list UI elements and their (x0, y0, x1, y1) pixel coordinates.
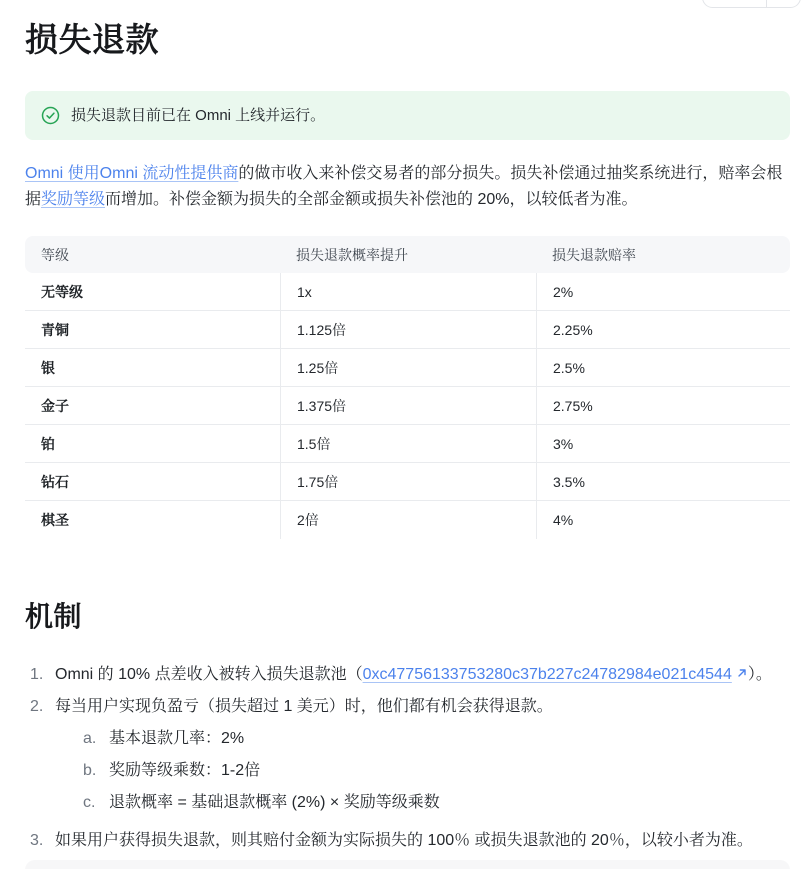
cell-boost: 1.75倍 (280, 463, 536, 501)
sub-item-text: 奖励等级乘数：1-2倍 (109, 762, 261, 779)
page-actions-primary-segment[interactable] (703, 0, 767, 7)
sub-item-text: 基本退款几率：2% (109, 730, 245, 747)
mechanism-list (30, 662, 790, 854)
cell-rate: 2.75% (536, 387, 790, 425)
reward-tiers-link[interactable]: 奖励等级 (41, 191, 106, 208)
cell-rate: 3.5% (536, 463, 790, 501)
sub-list-item (83, 758, 790, 784)
check-circle-icon (41, 106, 60, 125)
cell-level: 青铜 (25, 311, 280, 349)
table-row (25, 501, 790, 539)
item1-suffix: ）。 (747, 666, 772, 683)
cell-level: 棋圣 (41, 512, 69, 528)
omni-liquidity-provider-link[interactable]: Omni 使用Omni 流动性提供商 (25, 165, 239, 182)
cell-level: 金子 (25, 387, 280, 425)
sub-list-item (83, 790, 790, 816)
next-callout-partial (25, 860, 790, 869)
section-title-mechanism: 机制 (25, 601, 83, 632)
item3-text: 如果用户获得损失退款，则其赔付金额为实际损失的 100％ 或损失退款池的 20％，以较小者为准。 (55, 832, 753, 849)
cell-level: 银 (25, 349, 280, 387)
refund-pool-address-link[interactable]: 0xc47756133753280c37b227c24782984e021c4544 (362, 666, 732, 683)
cell-level: 钻石 (25, 463, 280, 501)
status-callout (25, 91, 790, 140)
page-actions-dropdown-segment[interactable] (767, 0, 800, 7)
table-header-row (25, 236, 790, 273)
cell-rate: 3% (536, 425, 790, 463)
list-marker: 3. (30, 832, 44, 849)
sub-list-marker: a. (83, 730, 97, 747)
list-marker: 2. (30, 698, 44, 715)
item2-text: 每当用户实现负盈亏（损失超过 1 美元）时，他们都有机会获得退款。 (55, 698, 553, 715)
cell-level: 铂 (25, 425, 280, 463)
col-header-probability-boost: 损失退款概率提升 (280, 236, 536, 273)
cell-boost: 1.5倍 (280, 425, 536, 463)
sub-item-text: 退款概率 = 基础退款概率 (2%) × 奖励等级乘数 (109, 794, 440, 811)
col-header-level: 等级 (25, 236, 280, 273)
page-title: 损失退款 (25, 21, 159, 58)
cell-boost: 1x (280, 273, 536, 311)
item1-prefix: Omni 的 10% 点差收入被转入损失退款池（ (55, 666, 363, 683)
sub-list-item (83, 726, 790, 752)
list-item-body (55, 694, 790, 822)
cell-level: 无等级 (25, 273, 280, 311)
cell-rate: 4% (536, 501, 790, 539)
sub-list-marker: c. (83, 794, 96, 811)
list-item (30, 828, 790, 854)
list-item (30, 662, 790, 688)
levels-table (25, 236, 790, 539)
page-actions-split-button[interactable] (702, 0, 801, 8)
cell-rate: 2.5% (536, 349, 790, 387)
sub-list-marker: b. (83, 762, 97, 779)
mechanism-sublist (83, 726, 790, 816)
list-marker: 1. (30, 666, 44, 683)
cell-rate: 2.25% (536, 311, 790, 349)
list-item (30, 694, 790, 822)
table-row (25, 273, 790, 311)
external-link-icon (736, 667, 748, 679)
cell-boost: 1.375倍 (280, 387, 536, 425)
callout-text: 损失退款目前已在 Omni 上线并运行。 (71, 107, 326, 124)
cell-rate: 2% (536, 273, 790, 311)
intro-text-2: 而增加。补偿金额为损失的全部金额或损失补偿池的 20%，以较低者为准。 (105, 191, 638, 208)
cell-boost: 1.25倍 (280, 349, 536, 387)
intro-text-1: 的做市收入来补偿交易者的部分损失。损失补偿通过抽奖系统进行，赔率会根据 (25, 165, 783, 208)
table-row (25, 425, 790, 463)
table-row (25, 311, 790, 349)
table-row (25, 387, 790, 425)
col-header-payout-rate: 损失退款赔率 (536, 236, 790, 273)
cell-boost: 2倍 (280, 501, 536, 539)
cell-boost: 1.125倍 (280, 311, 536, 349)
table-row (25, 349, 790, 387)
table-row (25, 463, 790, 501)
intro-paragraph (25, 161, 790, 213)
list-item-body (55, 662, 790, 688)
